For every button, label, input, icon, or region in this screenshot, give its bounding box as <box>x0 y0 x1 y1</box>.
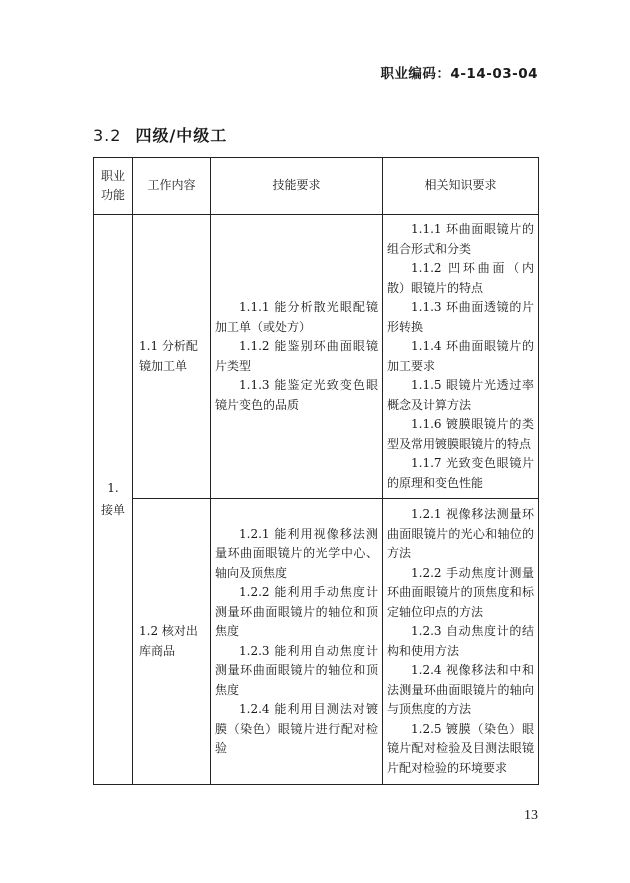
header-knowledge: 相关知识要求 <box>383 158 539 215</box>
knowledge-item: 1.2.1 视像移法测量环曲面眼镜片的光心和轴位的方法 <box>387 507 534 560</box>
function-name: 接单 <box>100 502 125 517</box>
header-function: 职业功能 <box>94 158 133 215</box>
section-title-text: 四级/中级工 <box>135 126 228 145</box>
knowledge-item: 1.1.3 环曲面透镜的片形转换 <box>387 300 534 334</box>
page-number: 13 <box>524 808 538 823</box>
knowledge-item: 1.1.5 眼镜片光透过率概念及计算方法 <box>387 378 534 412</box>
occupation-code: 职业编码：4-14-03-04 <box>380 66 538 82</box>
table-row <box>94 215 539 499</box>
knowledge-item: 1.2.5 镀膜（染色）眼镜片配对检验及目测法眼镜片配对检验的环境要求 <box>387 721 534 775</box>
header-skills: 技能要求 <box>211 158 383 215</box>
knowledge-item: 1.2.4 视像移法和中和法测量环曲面眼镜片的轴向与顶焦度的方法 <box>387 663 534 716</box>
skill-item: 1.1.1 能分析散光眼配镜加工单（或处方） <box>215 300 378 334</box>
skill-item: 1.2.4 能利用目测法对镀膜（染色）眼镜片进行配对检验 <box>215 702 378 755</box>
knowledge-item: 1.1.4 环曲面眼镜片的加工要求 <box>387 339 534 373</box>
skill-item: 1.2.1 能利用视像移法测量环曲面眼镜片的光学中心、轴向及顶焦度 <box>215 526 378 580</box>
knowledge-item: 1.1.1 环曲面眼镜片的组合形式和分类 <box>387 222 534 256</box>
header-content: 工作内容 <box>133 158 211 215</box>
skills-cell <box>211 499 383 785</box>
function-number: 1. <box>107 481 119 495</box>
section-heading <box>93 123 227 146</box>
table-header-row <box>94 158 539 215</box>
knowledge-item: 1.1.6 镀膜眼镜片的类型及常用镀膜眼镜片的特点 <box>387 417 534 451</box>
function-cell <box>94 215 133 785</box>
skills-table <box>93 157 539 785</box>
work-content-cell: 1.2 核对出库商品 <box>133 499 211 785</box>
table-row <box>94 499 539 785</box>
skill-item: 1.2.3 能利用自动焦度计测量环曲面眼镜片的轴位和顶焦度 <box>215 643 378 697</box>
skill-item: 1.2.2 能利用手动焦度计测量环曲面眼镜片的轴位和顶焦度 <box>215 585 378 638</box>
work-content-cell: 1.1 分析配镜加工单 <box>133 215 211 499</box>
skill-item: 1.1.2 能鉴别环曲面眼镜片类型 <box>215 339 378 373</box>
knowledge-item: 1.2.3 自动焦度计的结构和使用方法 <box>387 624 534 658</box>
knowledge-item: 1.1.7 光致变色眼镜片的原理和变色性能 <box>387 456 534 490</box>
section-number: 3.2 <box>93 126 122 145</box>
knowledge-cell <box>383 499 539 785</box>
knowledge-item: 1.2.2 手动焦度计测量环曲面眼镜片的顶焦度和标定轴位印点的方法 <box>387 565 534 619</box>
skill-item: 1.1.3 能鉴定光致变色眼镜片变色的品质 <box>215 378 378 412</box>
knowledge-cell <box>383 215 539 499</box>
knowledge-item: 1.1.2 凹环曲面（内散）眼镜片的特点 <box>387 261 534 295</box>
skills-cell <box>211 215 383 499</box>
